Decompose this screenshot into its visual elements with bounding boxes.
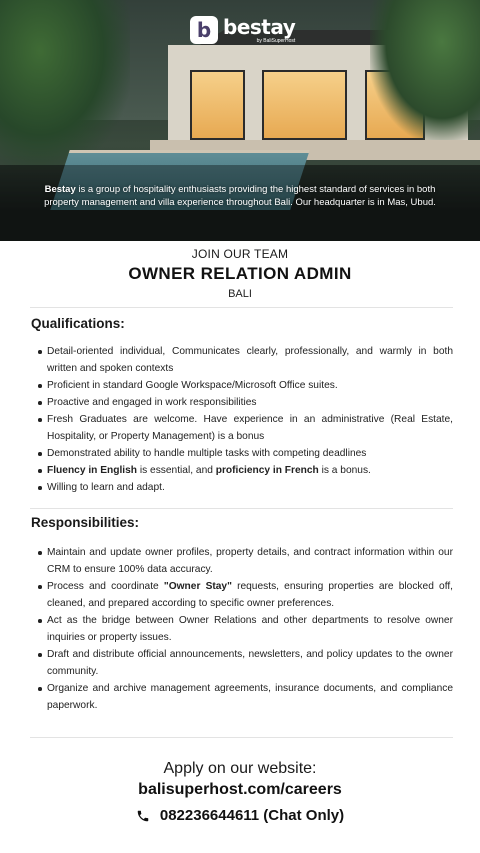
logo-badge xyxy=(190,16,218,44)
list-item: Proactive and engaged in work responsibilities xyxy=(38,394,453,411)
phone-number: 082236644611 (Chat Only) xyxy=(159,807,345,824)
owner-stay-term: "Owner Stay" xyxy=(163,581,232,592)
responsibilities-list xyxy=(38,544,453,714)
list-item: Willing to learn and adapt. xyxy=(38,479,453,496)
hero-image xyxy=(0,0,480,241)
job-title: OWNER RELATION ADMIN xyxy=(128,264,352,283)
logo-glyph: b xyxy=(196,18,212,42)
company-name: Bestay xyxy=(44,184,76,195)
job-location: BALI xyxy=(228,288,252,300)
palm-trees-left xyxy=(0,0,130,170)
villa-window xyxy=(190,70,245,140)
careers-link[interactable]: balisuperhost.com/careers xyxy=(138,781,342,798)
apply-label: Apply on our website: xyxy=(163,760,317,777)
list-item: Proficient in standard Google Workspace/Microsoft Office suites. xyxy=(38,377,453,394)
french-requirement: proficiency in French xyxy=(215,465,319,476)
company-description xyxy=(30,183,450,209)
list-item: Maintain and update owner profiles, property details, and contract information within our CRM to ensure 100% data accuracy. xyxy=(38,544,453,578)
list-item: Draft and distribute official announcements, newsletters, and policy updates to the owner community. xyxy=(38,646,453,680)
responsibilities-heading: Responsibilities: xyxy=(31,515,140,530)
list-item-text: Process and coordinate xyxy=(47,581,164,592)
bestay-logo xyxy=(190,15,295,45)
list-item: Detail-oriented individual, Communicates clearly, professionally, and warmly in both written and spoken contexts xyxy=(38,343,453,377)
brand-sub: by BaliSuperHost xyxy=(256,37,296,44)
list-item xyxy=(38,462,453,479)
phone-icon xyxy=(136,809,150,823)
list-item xyxy=(38,578,453,612)
divider xyxy=(30,508,453,509)
phone-contact[interactable] xyxy=(0,807,480,824)
join-our-team-kicker: JOIN OUR TEAM xyxy=(191,247,289,261)
divider xyxy=(30,307,453,308)
english-requirement: Fluency in English xyxy=(47,465,138,476)
list-item-text: is a bonus. xyxy=(318,465,371,476)
list-item-text: requests, ensuring properties are blocked off, cleaned, and prepared according to specific owner preferences. xyxy=(47,581,453,609)
list-item: Fresh Graduates are welcome. Have experience in an administrative (Real Estate, Hospitality, or Property Management) is a bonus xyxy=(38,411,453,445)
qualifications-list xyxy=(38,343,453,496)
company-description-text: is a group of hospitality enthusiasts providing the highest standard of services in both property management and villa experience throughout Bali. Our headquarter is in Mas, Ubud. xyxy=(44,184,436,208)
villa-window xyxy=(262,70,347,140)
list-item: Act as the bridge between Owner Relations and other departments to resolve owner inquiries or property issues. xyxy=(38,612,453,646)
list-item: Organize and archive management agreements, insurance documents, and compliance paperwork. xyxy=(38,680,453,714)
qualifications-heading: Qualifications: xyxy=(31,316,125,331)
brand-name: bestay xyxy=(223,14,296,39)
list-item-text: is essential, and xyxy=(137,465,216,476)
list-item: Demonstrated ability to handle multiple tasks with competing deadlines xyxy=(38,445,453,462)
palm-trees-right xyxy=(370,0,480,140)
logo-wordmark xyxy=(223,14,296,44)
divider xyxy=(30,737,453,738)
